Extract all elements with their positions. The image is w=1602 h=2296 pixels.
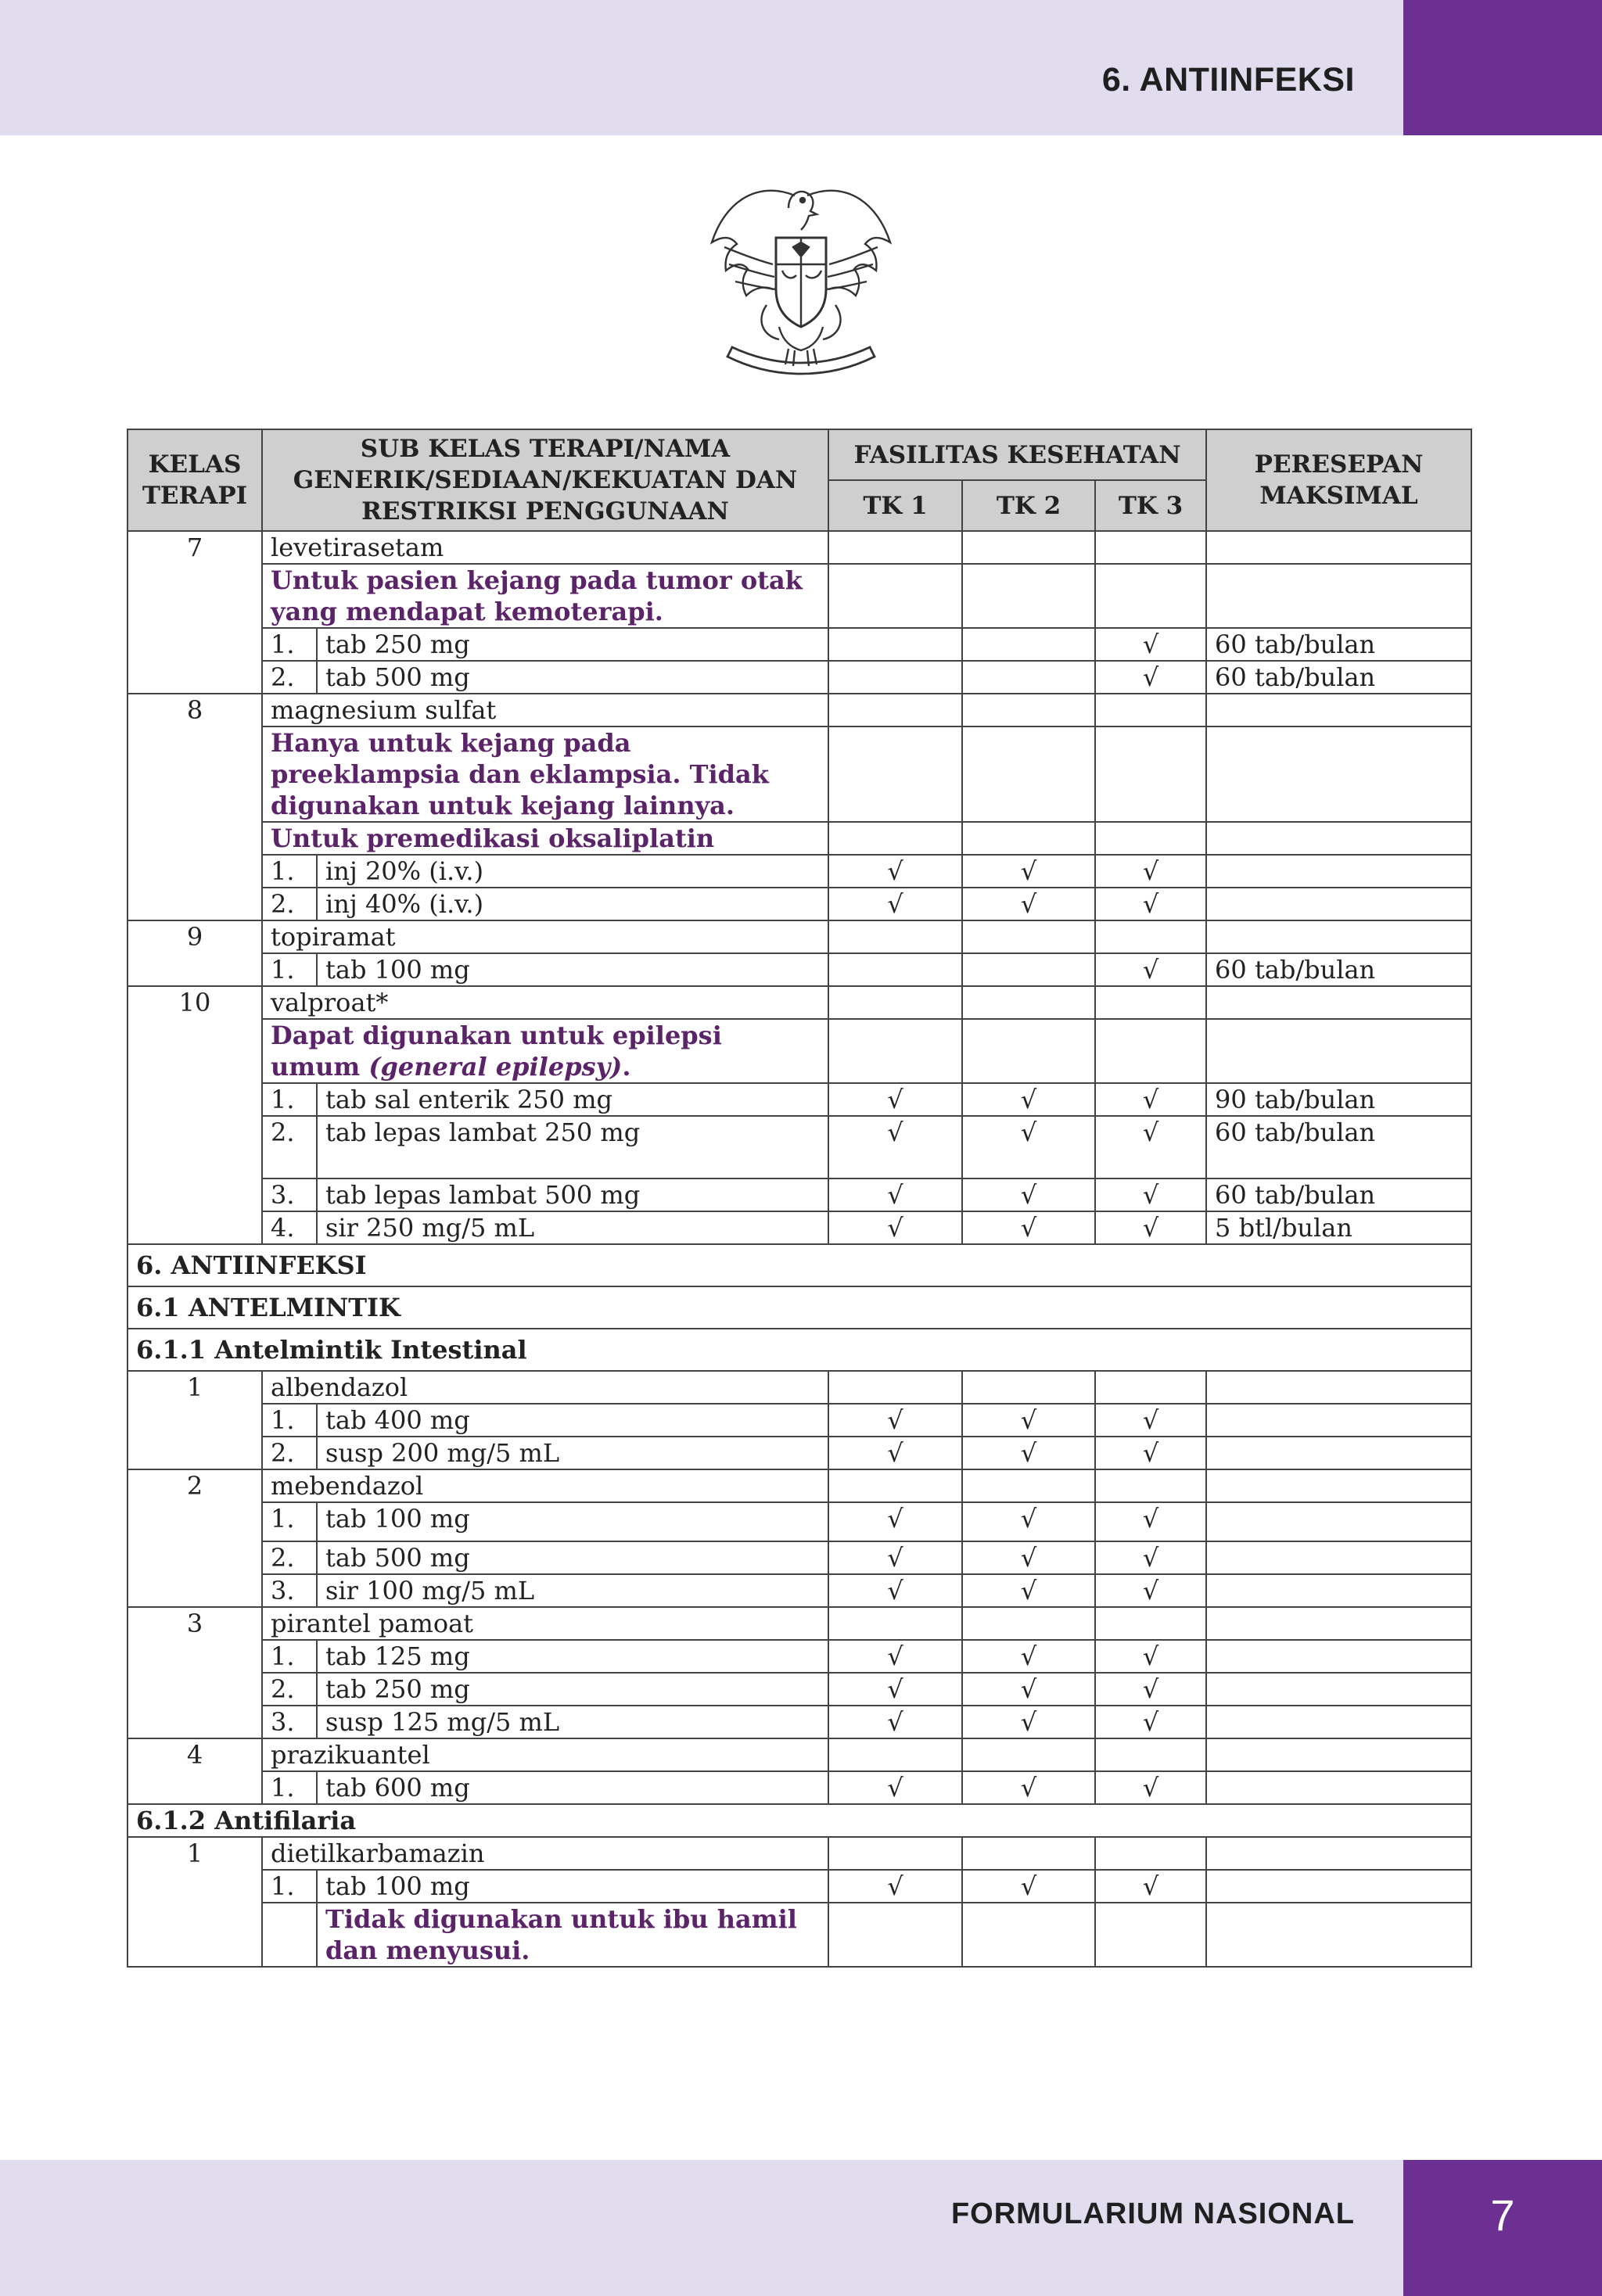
- table-row: [128, 1706, 1471, 1738]
- kelas-cell: 8: [128, 694, 262, 920]
- header-fasilitas: FASILITAS KESEHATAN: [828, 429, 1206, 480]
- check-mark: √: [1095, 1870, 1206, 1903]
- dosage-form: tab 400 mg: [317, 1404, 828, 1437]
- max-prescription: 60 tab/bulan: [1206, 953, 1471, 986]
- check-mark: √: [1095, 953, 1206, 986]
- check-mark: √: [962, 1673, 1095, 1706]
- check-mark: √: [962, 1502, 1095, 1541]
- check-mark: √: [828, 1404, 962, 1437]
- check-mark: √: [828, 888, 962, 920]
- check-mark: √: [828, 855, 962, 888]
- dosage-form: tab 500 mg: [317, 1541, 828, 1574]
- check-mark: √: [962, 1541, 1095, 1574]
- formulary-table: [127, 429, 1472, 1968]
- header-tk2: TK 2: [962, 480, 1095, 531]
- item-number: 1.: [262, 1870, 317, 1903]
- item-number: 3.: [262, 1178, 317, 1211]
- kelas-cell: 3: [128, 1607, 262, 1738]
- table-row: [128, 1903, 1471, 1967]
- check-mark: √: [962, 1116, 1095, 1178]
- header-tk1: TK 1: [828, 480, 962, 531]
- dosage-form: tab lepas lambat 250 mg: [317, 1116, 828, 1178]
- check-mark: √: [962, 1706, 1095, 1738]
- check-mark: √: [828, 1178, 962, 1211]
- check-mark: √: [828, 1673, 962, 1706]
- table-row: [128, 1673, 1471, 1706]
- dosage-form: tab 500 mg: [317, 661, 828, 694]
- table-row: [128, 531, 1471, 564]
- table-row: [128, 920, 1471, 953]
- dosage-form: sir 250 mg/5 mL: [317, 1211, 828, 1244]
- restriction-text: Dapat digunakan untuk epilepsi umum (general epilepsy).: [262, 1019, 828, 1083]
- item-number: 3.: [262, 1574, 317, 1607]
- check-mark: √: [828, 1771, 962, 1804]
- item-number: 2.: [262, 661, 317, 694]
- table-row: [128, 694, 1471, 726]
- header-peresepan: PERESEPAN MAKSIMAL: [1206, 429, 1471, 531]
- garuda-emblem-icon: [701, 172, 901, 382]
- section-row: [128, 1804, 1471, 1837]
- check-mark: √: [1095, 1771, 1206, 1804]
- dosage-form: susp 200 mg/5 mL: [317, 1437, 828, 1469]
- drug-name: pirantel pamoat: [262, 1607, 828, 1640]
- item-number: 2.: [262, 888, 317, 920]
- check-mark: √: [828, 1706, 962, 1738]
- item-number: 1.: [262, 1502, 317, 1541]
- header-sub-kelas: SUB KELAS TERAPI/NAMA GENERIK/SEDIAAN/KEKUATAN DAN RESTRIKSI PENGGUNAAN: [262, 429, 828, 531]
- check-mark: √: [828, 1437, 962, 1469]
- table-row: [128, 1211, 1471, 1244]
- kelas-cell: 7: [128, 531, 262, 694]
- item-number: 1.: [262, 1640, 317, 1673]
- section-row: [128, 1286, 1471, 1329]
- table-row: [128, 888, 1471, 920]
- table-row: [128, 953, 1471, 986]
- section-heading: 6. ANTIINFEKSI: [128, 1244, 1471, 1286]
- restriction-text: Hanya untuk kejang pada preeklampsia dan eklampsia. Tidak digunakan untuk kejang lainnya.: [262, 726, 828, 822]
- item-number: 1.: [262, 1083, 317, 1116]
- section-row: [128, 1244, 1471, 1286]
- item-number: 2.: [262, 1437, 317, 1469]
- item-number: 3.: [262, 1706, 317, 1738]
- check-mark: √: [828, 1116, 962, 1178]
- drug-name: prazikuantel: [262, 1738, 828, 1771]
- table-row: [128, 986, 1471, 1019]
- item-number: 2.: [262, 1541, 317, 1574]
- check-mark: √: [962, 855, 1095, 888]
- check-mark: √: [1095, 1116, 1206, 1178]
- drug-name: valproat*: [262, 986, 828, 1019]
- restriction-text: Untuk premedikasi oksaliplatin: [262, 822, 828, 855]
- item-number: 1.: [262, 953, 317, 986]
- check-mark: √: [1095, 888, 1206, 920]
- max-prescription: 60 tab/bulan: [1206, 628, 1471, 661]
- kelas-cell: 10: [128, 986, 262, 1244]
- table-row: [128, 1837, 1471, 1870]
- check-mark: √: [1095, 1437, 1206, 1469]
- table-row: [128, 661, 1471, 694]
- max-prescription: 5 btl/bulan: [1206, 1211, 1471, 1244]
- check-mark: √: [1095, 1404, 1206, 1437]
- page-number: 7: [1490, 2190, 1515, 2240]
- table-row: [128, 1019, 1471, 1083]
- check-mark: √: [828, 1574, 962, 1607]
- drug-name: dietilkarbamazin: [262, 1837, 828, 1870]
- check-mark: √: [962, 1640, 1095, 1673]
- kelas-cell: 2: [128, 1469, 262, 1607]
- check-mark: √: [962, 1771, 1095, 1804]
- table-row: [128, 1469, 1471, 1502]
- restriction-text: Untuk pasien kejang pada tumor otak yang mendapat kemoterapi.: [262, 564, 828, 628]
- check-mark: √: [1095, 1502, 1206, 1541]
- table-row: [128, 1371, 1471, 1404]
- dosage-form: tab 250 mg: [317, 1673, 828, 1706]
- dosage-form: tab 100 mg: [317, 1870, 828, 1903]
- check-mark: √: [962, 1404, 1095, 1437]
- dosage-form: tab 100 mg: [317, 953, 828, 986]
- table-row: [128, 1738, 1471, 1771]
- table-row: [128, 628, 1471, 661]
- item-number: 1.: [262, 855, 317, 888]
- table-row: [128, 726, 1471, 822]
- check-mark: √: [828, 1541, 962, 1574]
- item-number: 2.: [262, 1673, 317, 1706]
- check-mark: √: [962, 1574, 1095, 1607]
- check-mark: √: [1095, 1574, 1206, 1607]
- table-row: [128, 1437, 1471, 1469]
- footer-title: FORMULARIUM NASIONAL: [950, 2197, 1355, 2230]
- check-mark: √: [1095, 1706, 1206, 1738]
- check-mark: √: [962, 1178, 1095, 1211]
- table-row: [128, 1574, 1471, 1607]
- kelas-cell: 4: [128, 1738, 262, 1804]
- check-mark: √: [1095, 1541, 1206, 1574]
- table-row: [128, 1607, 1471, 1640]
- dosage-form: tab 125 mg: [317, 1640, 828, 1673]
- drug-name: albendazol: [262, 1371, 828, 1404]
- check-mark: √: [962, 1083, 1095, 1116]
- table-row: [128, 1502, 1471, 1541]
- dosage-form: tab 600 mg: [317, 1771, 828, 1804]
- dosage-form: tab 100 mg: [317, 1502, 828, 1541]
- check-mark: √: [1095, 661, 1206, 694]
- kelas-cell: 1: [128, 1837, 262, 1967]
- table-row: [128, 1404, 1471, 1437]
- check-mark: √: [1095, 1673, 1206, 1706]
- check-mark: √: [1095, 855, 1206, 888]
- drug-name: levetirasetam: [262, 531, 828, 564]
- section-heading: 6.1.1 Antelmintik Intestinal: [128, 1329, 1471, 1371]
- check-mark: √: [828, 1502, 962, 1541]
- check-mark: √: [828, 1211, 962, 1244]
- check-mark: √: [1095, 1178, 1206, 1211]
- section-title: 6. ANTIINFEKSI: [1101, 61, 1355, 99]
- table-row: [128, 1116, 1471, 1178]
- table-row: [128, 1083, 1471, 1116]
- table-row: [128, 564, 1471, 628]
- table-row: [128, 1771, 1471, 1804]
- kelas-cell: 9: [128, 920, 262, 986]
- table-row: [128, 822, 1471, 855]
- header-tk3: TK 3: [1095, 480, 1206, 531]
- max-prescription: 60 tab/bulan: [1206, 661, 1471, 694]
- kelas-cell: 1: [128, 1371, 262, 1469]
- check-mark: √: [962, 1870, 1095, 1903]
- table-row: [128, 1870, 1471, 1903]
- max-prescription: 90 tab/bulan: [1206, 1083, 1471, 1116]
- dosage-form: inj 40% (i.v.): [317, 888, 828, 920]
- max-prescription: 60 tab/bulan: [1206, 1178, 1471, 1211]
- dosage-form: sir 100 mg/5 mL: [317, 1574, 828, 1607]
- dosage-form: inj 20% (i.v.): [317, 855, 828, 888]
- table-row: [128, 1640, 1471, 1673]
- restriction-text: Tidak digunakan untuk ibu hamil dan menyusui.: [317, 1903, 828, 1967]
- dosage-form: tab 250 mg: [317, 628, 828, 661]
- item-number: 4.: [262, 1211, 317, 1244]
- section-heading: 6.1.2 Antifilaria: [128, 1804, 1471, 1837]
- item-number: 2.: [262, 1116, 317, 1178]
- check-mark: √: [1095, 628, 1206, 661]
- section-row: [128, 1329, 1471, 1371]
- section-heading: 6.1 ANTELMINTIK: [128, 1286, 1471, 1329]
- max-prescription: 60 tab/bulan: [1206, 1116, 1471, 1178]
- dosage-form: susp 125 mg/5 mL: [317, 1706, 828, 1738]
- item-number: 1.: [262, 1771, 317, 1804]
- check-mark: √: [962, 1437, 1095, 1469]
- check-mark: √: [828, 1640, 962, 1673]
- header-kelas-terapi: KELAS TERAPI: [128, 429, 262, 531]
- drug-name: magnesium sulfat: [262, 694, 828, 726]
- item-number: 1.: [262, 628, 317, 661]
- check-mark: √: [828, 1083, 962, 1116]
- item-number: 1.: [262, 1404, 317, 1437]
- check-mark: √: [1095, 1211, 1206, 1244]
- drug-name: mebendazol: [262, 1469, 828, 1502]
- check-mark: √: [1095, 1083, 1206, 1116]
- table-row: [128, 1541, 1471, 1574]
- dosage-form: tab sal enterik 250 mg: [317, 1083, 828, 1116]
- check-mark: √: [962, 888, 1095, 920]
- table-row: [128, 855, 1471, 888]
- drug-name: topiramat: [262, 920, 828, 953]
- header-accent-tab: [1403, 0, 1602, 135]
- check-mark: √: [1095, 1640, 1206, 1673]
- table-row: [128, 1178, 1471, 1211]
- check-mark: √: [828, 1870, 962, 1903]
- dosage-form: tab lepas lambat 500 mg: [317, 1178, 828, 1211]
- check-mark: √: [962, 1211, 1095, 1244]
